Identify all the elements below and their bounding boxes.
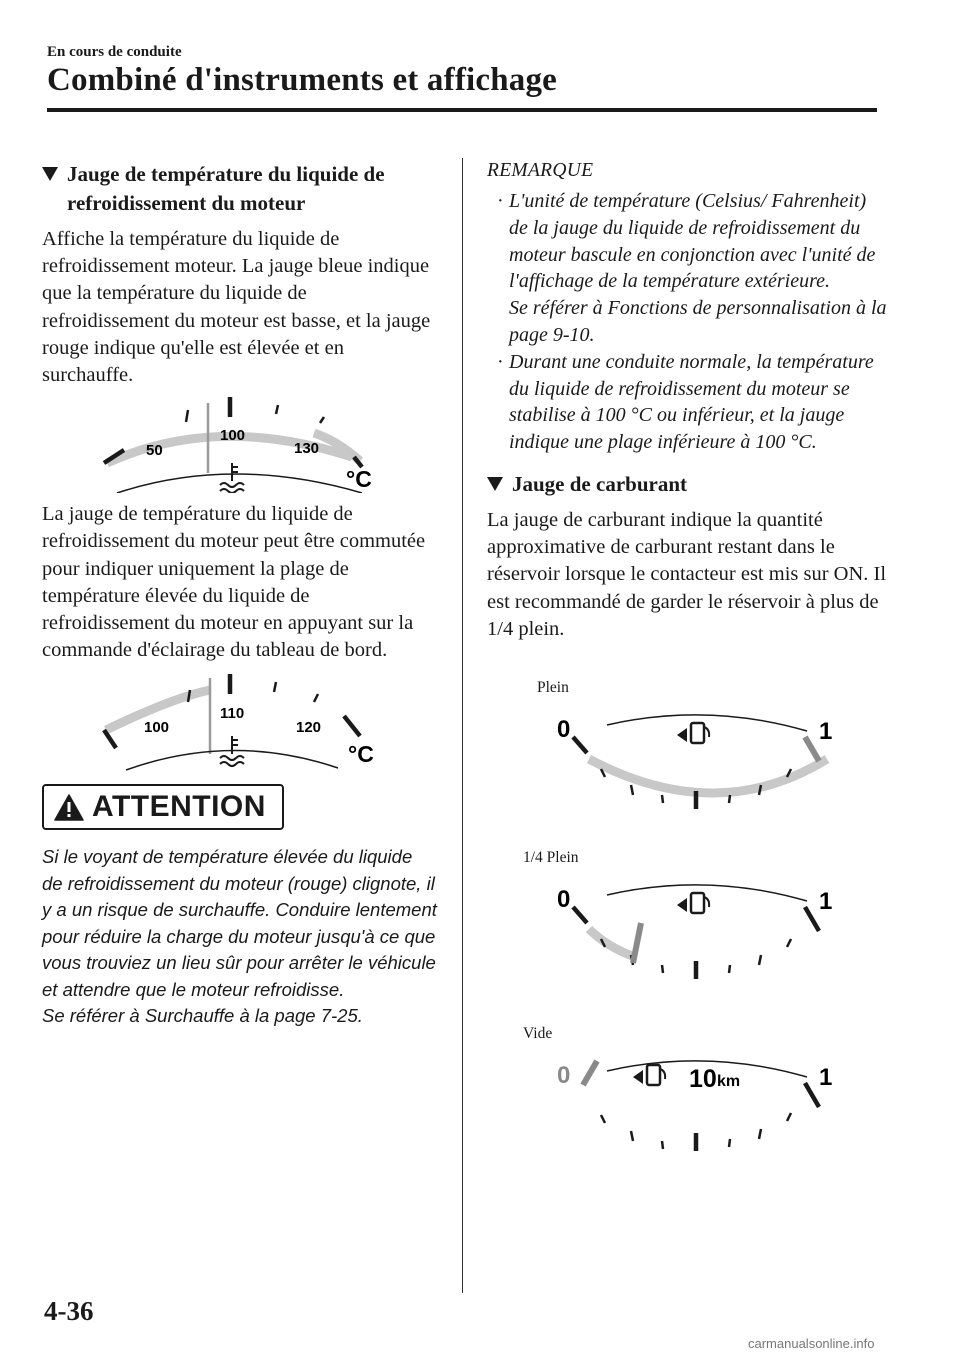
attention-box xyxy=(42,784,284,830)
coolant-gauge-full-range xyxy=(42,395,437,493)
fuel-caption-empty: Vide xyxy=(523,1024,553,1042)
remark-heading: REMARQUE xyxy=(487,160,594,181)
fuel-gauge-empty xyxy=(487,1053,887,1153)
attention-body: Si le voyant de température élevée du liquide de refroidissement du moteur (rouge) clignote, il y a un risque de surchauffe. Conduire lentement pour réduire la charge du moteur jusqu'à ce que vous trouviez un lieu sûr pour arrêter le véhicule et attendre que le moteur refroidisse. xyxy=(42,846,437,1000)
gauge-label-high: 120 xyxy=(296,719,322,737)
gauge-minor-tick xyxy=(276,405,278,414)
fuel-gauge-tick xyxy=(729,1139,730,1147)
title-rule xyxy=(47,108,877,112)
page-title: Combiné d'instruments et affichage xyxy=(47,62,558,98)
gauge-unit-label: °C xyxy=(346,466,372,493)
coolant-temperature-icon xyxy=(220,463,244,493)
left-column xyxy=(42,160,437,1030)
fuel-gauge-track xyxy=(589,929,635,957)
triangle-bullet-icon xyxy=(42,167,58,181)
fuel-pump-icon xyxy=(677,723,709,743)
attention-label: ATTENTION xyxy=(92,790,266,824)
remark-item: · Durant une conduite normale, la température du liquide de refroidissement du moteur se stabilise à 100 °C ou inférieur, et la jauge indique une plage inférieure à 100 °C. xyxy=(497,350,874,454)
gauge-label-mid: 110 xyxy=(220,705,245,723)
fuel-full-label: 1 xyxy=(819,717,833,745)
gauge-label-high: 130 xyxy=(294,440,320,458)
remark-item-2-text: Durant une conduite normale, la température du liquide de refroidissement du moteur se stabilise à 100 °C ou inférieur, et la jauge indique une plage inférieure à 100 °C. xyxy=(509,350,874,454)
fuel-gauge-tick xyxy=(662,795,663,803)
right-column xyxy=(487,158,887,1153)
gauge-minor-tick xyxy=(274,682,276,692)
fuel-empty-label: 0 xyxy=(557,1061,571,1089)
fuel-full-label: 1 xyxy=(819,1063,833,1091)
fuel-range-unit: km xyxy=(717,1072,741,1090)
gauge-minor-tick xyxy=(320,417,324,423)
fuel-heading-text: Jauge de carburant xyxy=(512,471,687,496)
fuel-gauge-needle xyxy=(633,923,641,963)
triangle-bullet-icon xyxy=(487,477,503,491)
gauge-minor-tick xyxy=(314,694,318,702)
fuel-gauge-tick xyxy=(805,907,819,931)
fuel-gauge-tick xyxy=(729,965,730,973)
fuel-gauge-tick xyxy=(662,965,663,973)
fuel-gauge-track xyxy=(589,759,827,793)
gauge-label-low: 100 xyxy=(144,719,170,737)
fuel-empty-label: 0 xyxy=(557,885,571,913)
coolant-heading xyxy=(42,160,437,218)
remark-list xyxy=(487,188,887,456)
watermark: carmanualsonline.info xyxy=(748,1336,875,1351)
attention-text xyxy=(42,844,437,1030)
remark-item: · L'unité de température (Celsius/ Fahrenheit) de la jauge du liquide de refroidissement du moteur bascule en conjonction avec l'unité de l'affichage de la température extérieure. Se référer à Fonctions de personnalisation à la page 9-10. xyxy=(497,190,887,346)
gauge-major-tick xyxy=(344,716,360,736)
fuel-gauge-tick xyxy=(787,1113,791,1121)
fuel-gauge-tick xyxy=(601,1115,605,1123)
fuel-gauge-full xyxy=(487,707,887,827)
gauge-minor-tick xyxy=(186,410,188,422)
gauge-label-low: 50 xyxy=(146,442,163,460)
fuel-gauge-quarter xyxy=(487,877,887,997)
fuel-caption-full: Plein xyxy=(537,678,569,696)
fuel-caption-quarter: 1/4 Plein xyxy=(523,848,579,866)
remark-item-1-text: L'unité de température (Celsius/ Fahrenheit) de la jauge du liquide de refroidissement du moteur bascule en conjonction avec l'unité de l'affichage de la température extérieure. xyxy=(509,190,876,293)
remark-item-1-reference: Se référer à Fonctions de personnalisation à la page 9-10. xyxy=(509,297,887,346)
fuel-pump-icon xyxy=(677,893,709,913)
section-label: En cours de conduite xyxy=(47,44,182,60)
fuel-pump-icon xyxy=(633,1065,665,1085)
fuel-gauge-tick xyxy=(662,1141,663,1149)
fuel-gauge-tick xyxy=(729,795,730,803)
fuel-gauge-needle xyxy=(583,1061,597,1085)
fuel-full-label: 1 xyxy=(819,887,833,915)
fuel-paragraph: La jauge de carburant indique la quantité approximative de carburant restant dans le réservoir lorsque le contacteur est mis sur ON. Il est recommandé de garder le réservoir à plus de 1/4 plein. xyxy=(487,508,887,640)
fuel-heading xyxy=(487,470,887,499)
fuel-gauge-tick xyxy=(805,1083,819,1107)
fuel-gauge-needle xyxy=(805,737,819,761)
fuel-gauge-tick xyxy=(759,955,761,965)
coolant-paragraph-1: Affiche la température du liquide de refroidissement moteur. La jauge bleue indique que la température du liquide de refroidissement du moteur est basse, et la jauge rouge indique qu'elle est élevée et en surchauffe. xyxy=(42,228,431,387)
gauge-unit-label: °C xyxy=(348,741,374,768)
coolant-gauge-high-range xyxy=(42,670,437,772)
fuel-range-value: 10 xyxy=(689,1064,717,1093)
fuel-gauge-tick xyxy=(631,785,633,795)
coolant-paragraph-2: La jauge de température du liquide de refroidissement du moteur peut être commutée pour indiquer uniquement la plage de température élevée du liquide de refroidissement du moteur en appuyant sur la commande d'éclairage du tableau de bord. xyxy=(42,503,426,662)
attention-reference: Se référer à Surchauffe à la page 7-25. xyxy=(42,1005,363,1027)
coolant-heading-text: Jauge de température du liquide de refroidissement du moteur xyxy=(67,162,385,215)
fuel-gauge-tick xyxy=(787,939,791,947)
fuel-gauge-tick xyxy=(573,737,587,753)
fuel-gauge-tick xyxy=(573,907,587,923)
page-number: 4-36 xyxy=(44,1296,94,1326)
fuel-gauge-tick xyxy=(759,1129,761,1139)
gauge-label-mid: 100 xyxy=(220,427,246,445)
fuel-gauge-tick xyxy=(631,1131,633,1141)
warning-triangle-icon xyxy=(54,794,84,821)
column-divider xyxy=(462,158,463,1293)
fuel-empty-label: 0 xyxy=(557,715,571,743)
